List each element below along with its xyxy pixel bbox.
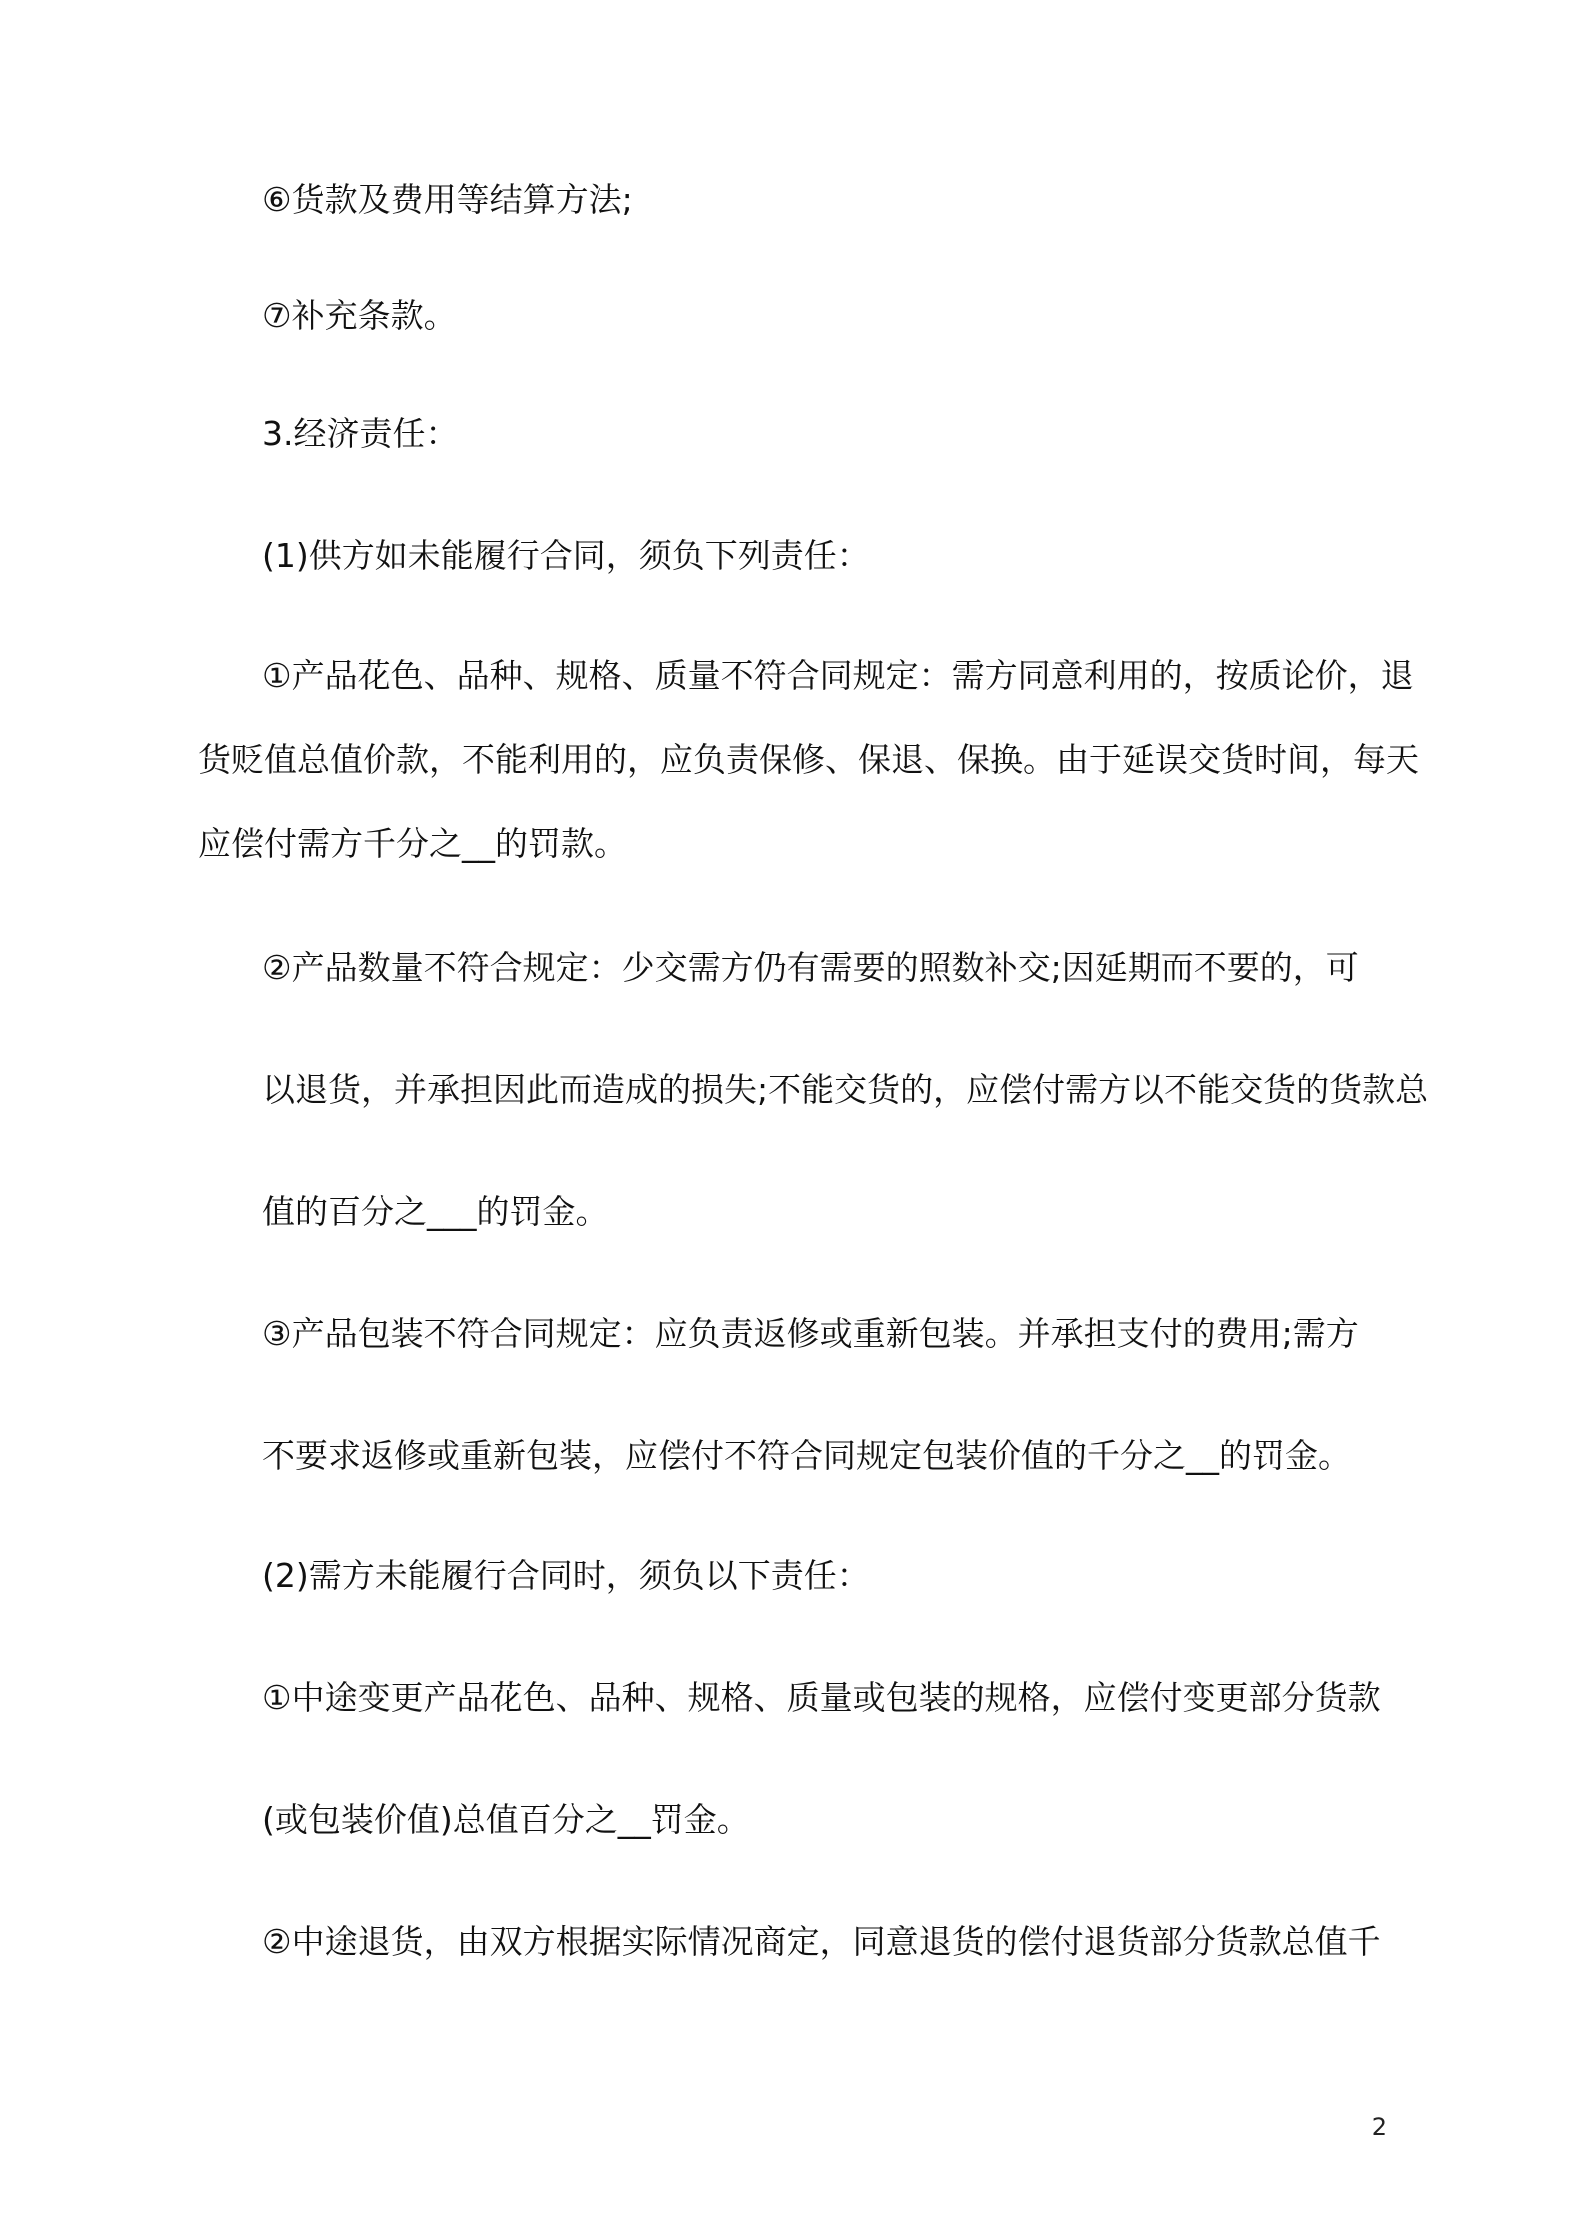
paragraph-line: (或包装价值)总值百分之__罚金。	[262, 1800, 750, 1839]
paragraph-line: 应偿付需方千分之__的罚款。	[198, 824, 627, 863]
paragraph-line: 以退货，并承担因此而造成的损失;不能交货的，应偿付需方以不能交货的货款总	[262, 1070, 1429, 1109]
page-number: 2	[1371, 2113, 1387, 2141]
subsection-supplier-liability: (1)供方如未能履行合同，须负下列责任：	[262, 536, 870, 575]
paragraph-line: 值的百分之___的罚金。	[262, 1192, 609, 1231]
section-economic-liability: 3.经济责任：	[262, 414, 459, 453]
paragraph-line: ③产品包装不符合同规定：应负责返修或重新包装。并承担支付的费用;需方	[262, 1314, 1359, 1353]
paragraph-line: ①产品花色、品种、规格、质量不符合同规定：需方同意利用的，按质论价，退	[262, 656, 1414, 695]
subsection-buyer-liability: (2)需方未能履行合同时，须负以下责任：	[262, 1556, 870, 1595]
paragraph-line: ②产品数量不符合规定：少交需方仍有需要的照数补交;因延期而不要的，可	[262, 948, 1359, 987]
clause-supplementary-terms: ⑦补充条款。	[262, 296, 457, 335]
paragraph-line: 不要求返修或重新包装，应偿付不符合同规定包装价值的千分之__的罚金。	[262, 1436, 1351, 1475]
clause-settlement-method: ⑥货款及费用等结算方法;	[262, 180, 633, 219]
paragraph-line: ②中途退货，由双方根据实际情况商定，同意退货的偿付退货部分货款总值千	[262, 1922, 1381, 1961]
paragraph-line: ①中途变更产品花色、品种、规格、质量或包装的规格，应偿付变更部分货款	[262, 1678, 1381, 1717]
paragraph-line: 货贬值总值价款，不能利用的，应负责保修、保退、保换。由于延误交货时间，每天	[198, 740, 1419, 779]
